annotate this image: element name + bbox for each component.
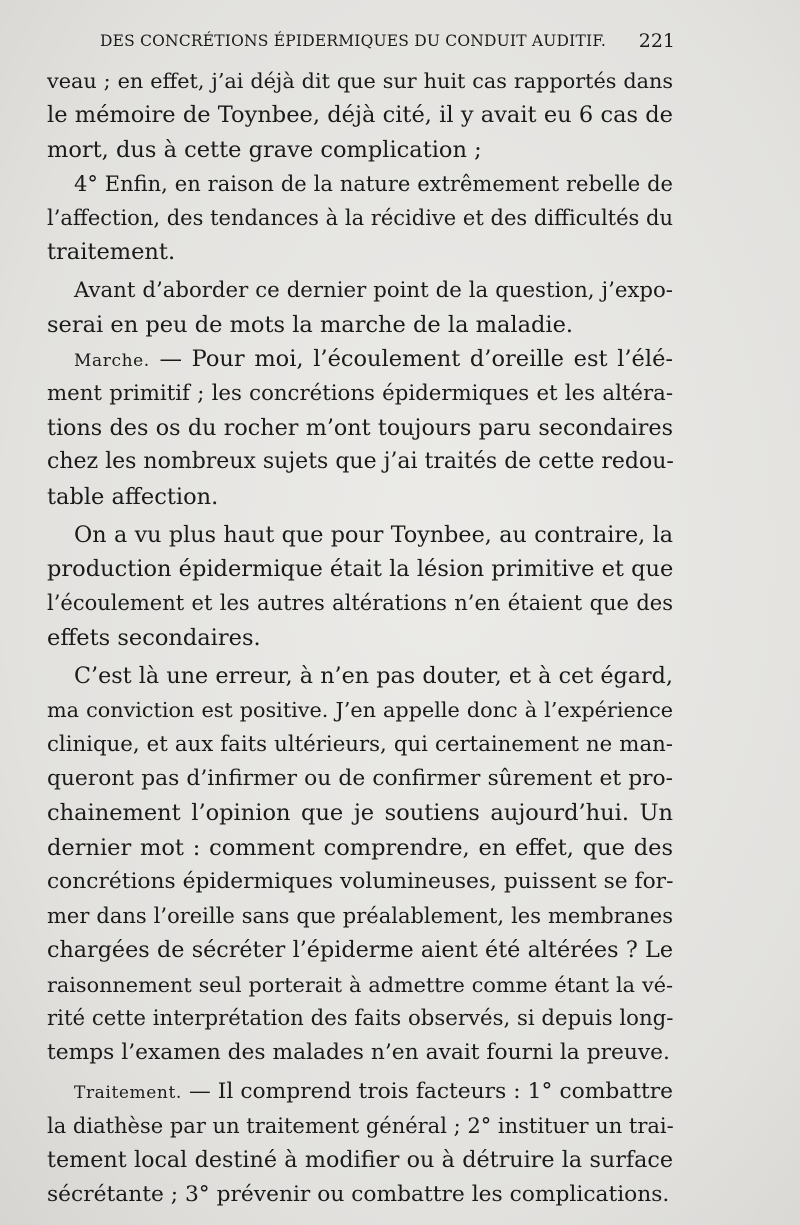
text-line: rité cette interprétation des faits observés, si depuis long- <box>47 1006 674 1032</box>
paragraph <box>47 167 673 270</box>
text-line: ment primitif ; les concrétions épidermiques et les altéra- <box>47 380 673 406</box>
body-text <box>47 64 673 1212</box>
text-line: concrétions épidermiques volumineuses, puissent se for- <box>47 868 674 894</box>
text-line: table affection. <box>47 483 219 510</box>
page-header <box>100 32 675 58</box>
text-line: On a vu plus haut que pour Toynbee, au contraire, la <box>74 521 673 548</box>
text-line: Avant d’aborder ce dernier point de la question, j’expo- <box>74 277 673 303</box>
text-line: dernier mot : comment comprendre, en effet, que des <box>47 834 673 861</box>
text-line: veau ; en effet, j’ai déjà dit que sur huit cas rapportés dans <box>47 69 673 93</box>
text-line: le mémoire de Toynbee, déjà cité, il y avait eu 6 cas de <box>47 102 673 129</box>
text-line <box>47 342 673 376</box>
text-line: 4° Enfin, en raison de la nature extrêmement rebelle de <box>74 171 673 196</box>
paragraph <box>47 659 673 1071</box>
paragraph <box>47 1075 673 1212</box>
text-line: chargées de sécréter l’épiderme aient été altérées ? Le <box>47 937 673 964</box>
text-line: tement local destiné à modifier ou à détruire la surface <box>47 1147 673 1174</box>
text-line: la diathèse par un traitement général ; 2° instituer un trai- <box>47 1113 674 1138</box>
text-line: sécrétante ; 3° prévenir ou combattre les complications. <box>47 1181 670 1207</box>
text-line: raisonnement seul porterait à admettre comme étant la vé- <box>47 972 673 997</box>
text-line: chainement l’opinion que je soutiens aujourd’hui. Un <box>47 800 673 827</box>
text-line: production épidermique était la lésion primitive et que <box>47 556 674 583</box>
text-line: ma conviction est positive. J’en appelle donc à l’expérience <box>47 698 673 723</box>
page-number: 221 <box>638 30 675 52</box>
text-run: — Il comprend trois facteurs : 1° combattre <box>181 1078 673 1104</box>
running-title: DES CONCRÉTIONS ÉPIDERMIQUES DU CONDUIT AUDITIF. <box>100 32 607 50</box>
text-line: mort, dus à cette grave complication ; <box>47 136 482 163</box>
text-line: chez les nombreux sujets que j’ai traités de cette redou- <box>47 449 674 475</box>
text-line: l’écoulement et les autres altérations n’en étaient que des <box>47 591 673 616</box>
text-line: l’affection, des tendances à la récidive et des difficultés du <box>47 206 673 231</box>
text-run: — Pour moi, l’écoulement d’oreille est l’élé- <box>149 346 673 373</box>
text-line: serai en peu de mots la marche de la maladie. <box>47 312 574 339</box>
paragraph <box>47 518 673 655</box>
text-line: mer dans l’oreille sans que préalablement, les membranes <box>47 904 673 929</box>
text-line: tions des os du rocher m’ont toujours paru secondaires <box>47 414 673 441</box>
section-heading-marche: Marche. <box>74 351 150 372</box>
text-line: C’est là une erreur, à n’en pas douter, et à cet égard, <box>74 663 673 690</box>
text-line: queront pas d’infirmer ou de confirmer sûrement et pro- <box>47 765 673 791</box>
text-line: effets secondaires. <box>47 624 261 651</box>
section-heading-traitement: Traitement. <box>74 1082 182 1103</box>
text-line: clinique, et aux faits ultérieurs, qui certainement ne man- <box>47 731 673 757</box>
text-line <box>47 1075 673 1109</box>
paragraph <box>47 274 673 343</box>
paragraph <box>47 64 673 167</box>
text-line: traitement. <box>47 239 176 266</box>
text-line: temps l’examen des malades n’en avait fourni la preuve. <box>47 1040 670 1066</box>
paragraph <box>47 342 673 513</box>
